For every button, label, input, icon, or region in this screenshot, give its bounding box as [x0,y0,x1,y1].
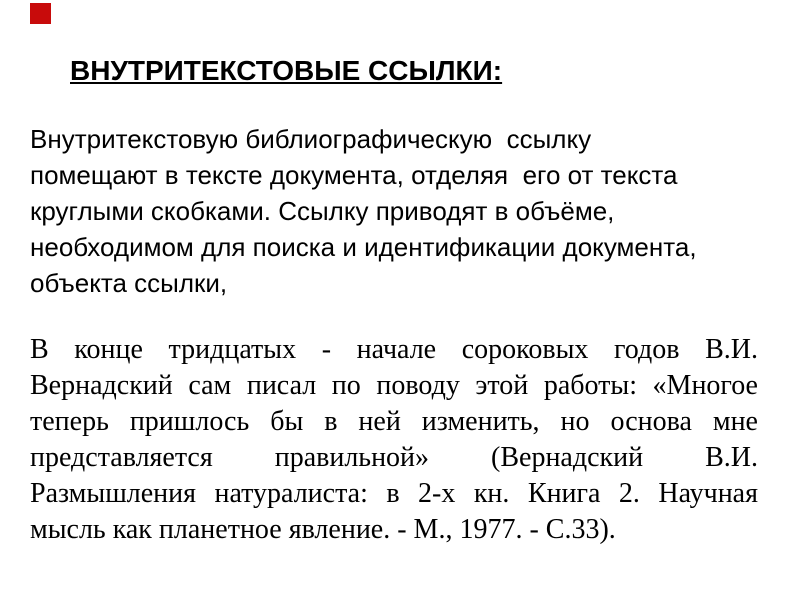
text-line: теперь пришлось бы в ней изменить, но основа мне [30,406,758,437]
text-line: круглыми скобками. Ссылку приводят в объёме, [30,196,615,226]
text-line: необходимом для поиска и идентификации документа, [30,232,697,262]
text-line: Вернадский сам писал по поводу этой работы: «Многое [30,370,758,401]
text-line: Внутритекстовую библиографическую ссылку [30,124,592,154]
text-line: представляется правильной» (Вернадский В.И. [30,442,758,473]
slide-title: ВНУТРИТЕКСТОВЫЕ ССЫЛКИ: [70,55,503,86]
text-line: помещают в тексте документа, отделяя его от текста [30,160,678,190]
text-line: В конце тридцатых - начале сороковых годов В.И. [30,334,758,365]
red-accent-square [30,3,51,24]
intro-paragraph [30,121,750,301]
text-line: Размышления натуралиста: в 2-х кн. Книга 2. Научная [30,478,758,509]
text-line: мысль как планетное явление. - М., 1977. - С.33). [30,514,616,545]
quote-paragraph [30,332,758,548]
text-line: объекта ссылки, [30,268,228,298]
